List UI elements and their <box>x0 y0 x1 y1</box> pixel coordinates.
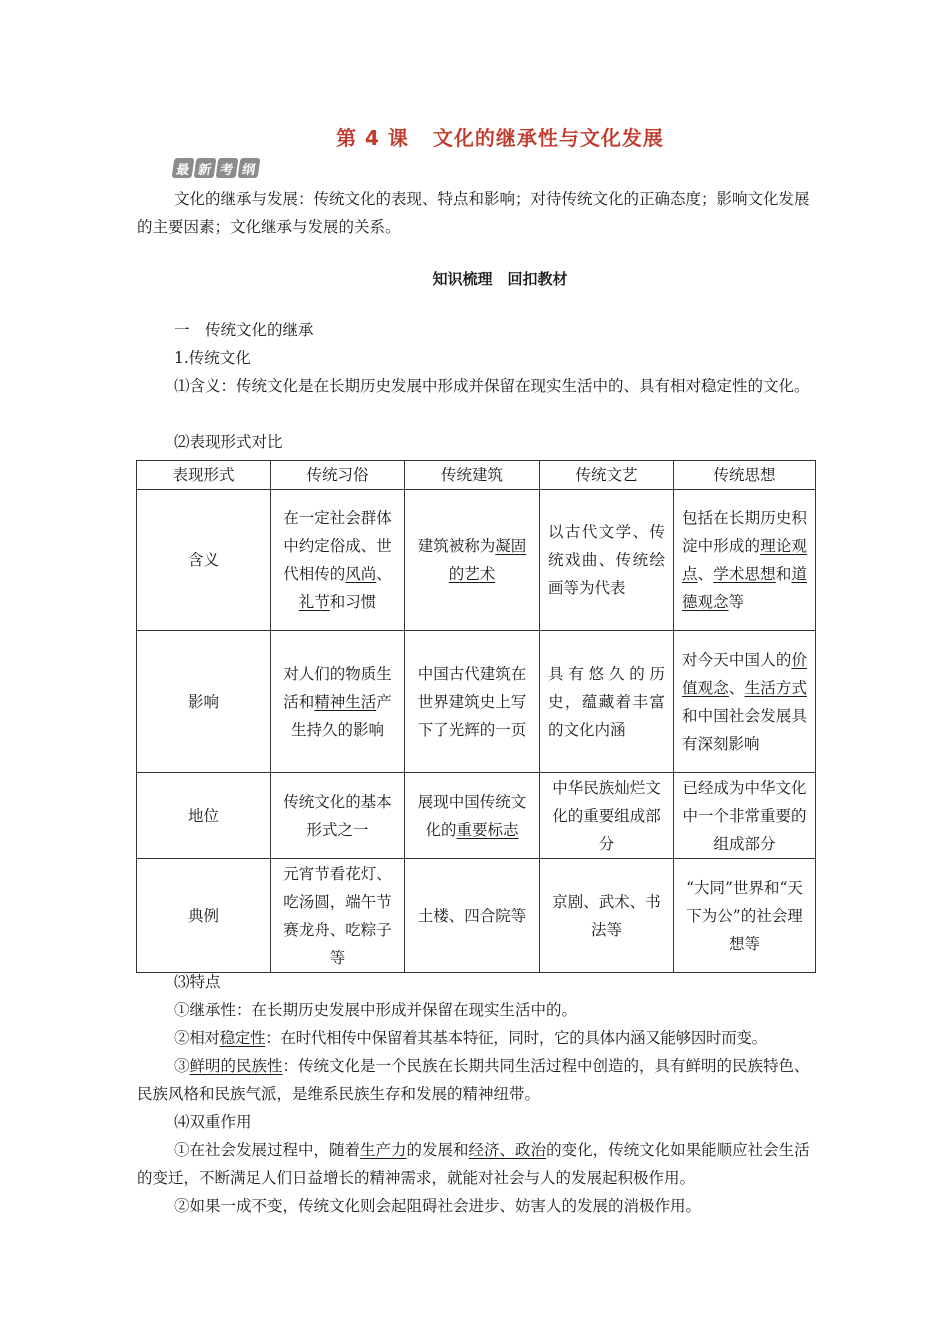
table-cell: 已经成为中华文化中一个非常重要的组成部分 <box>674 773 816 859</box>
dual-role-label: ⑷双重作用 <box>174 1113 252 1131</box>
table-cell: 展现中国传统文化的重要标志 <box>405 773 540 859</box>
table-cell: 包括在长期历史积淀中形成的理论观点、学术思想和道德观念等 <box>674 490 816 631</box>
lesson-number: 第 4 课 <box>336 126 409 150</box>
text-segment: 的发展和 <box>406 1141 469 1159</box>
table-row <box>137 859 816 973</box>
latest-syllabus-badge <box>173 158 261 178</box>
feature-national <box>137 1052 817 1108</box>
comparison-label: ⑵表现形式对比 <box>174 433 283 451</box>
text-segment: ②相对 <box>174 1029 220 1047</box>
badge-char: 新 <box>194 158 217 178</box>
table-cell: 传统文化的基本形式之一 <box>271 773 405 859</box>
table-cell: 土楼、四合院等 <box>405 859 540 973</box>
row-label: 典例 <box>137 859 271 973</box>
badge-char: 最 <box>172 158 195 178</box>
text-segment: ：在时代相传中保留着其基本特征，同时，它的具体内涵又能够因时而变。 <box>265 1029 767 1047</box>
badge-char: 纲 <box>238 158 261 178</box>
table-cell: 具有悠久的历史，蕴藏着丰富的文化内涵 <box>540 631 674 773</box>
table-row <box>137 490 816 631</box>
table-header-row <box>137 461 816 490</box>
table-cell: 京剧、武术、书法等 <box>540 859 674 973</box>
text-segment: ：传统文化是一个民族在长期共同生活过程中创造的，具有鲜明的民族特色、民族风格和民族气派，是维系民族生存和发展的精神纽带。 <box>137 1057 810 1103</box>
feature-stability <box>137 1024 817 1052</box>
table-cell: 以古代文学、传统戏曲、传统绘画等为代表 <box>540 490 674 631</box>
dual-role-positive <box>137 1136 817 1192</box>
table-cell: “大同”世界和“天下为公”的社会理想等 <box>674 859 816 973</box>
comparison-table <box>136 460 816 973</box>
row-label: 影响 <box>137 631 271 773</box>
lesson-title <box>0 122 950 151</box>
table-header: 表现形式 <box>137 461 271 490</box>
table-cell: 中华民族灿烂文化的重要组成部分 <box>540 773 674 859</box>
table-header: 传统建筑 <box>405 461 540 490</box>
row-label: 地位 <box>137 773 271 859</box>
underlined-term: 稳定性 <box>219 1029 266 1047</box>
text-segment: 的变化，传统文化如果能顺应社会生活的变迁，不断满足人们日益增长的精神需求，就能对社会与人的发展起积极作用。 <box>137 1141 810 1187</box>
definition-paragraph <box>137 372 817 400</box>
table-cell: 元宵节看花灯、吃汤圆，端午节赛龙舟、吃粽子等 <box>271 859 405 973</box>
dual-role-negative: ②如果一成不变，传统文化则会起阻碍社会进步、妨害人的发展的消极作用。 <box>174 1197 702 1215</box>
text-segment: ③ <box>174 1057 190 1075</box>
table-row <box>137 773 816 859</box>
feature-inheritance: ①继承性：在长期历史发展中形成并保留在现实生活中的。 <box>174 1001 578 1019</box>
subheading-traditional-culture: 1.传统文化 <box>174 349 251 367</box>
text-segment: ①在社会发展过程中，随着 <box>174 1141 361 1159</box>
underlined-term: 鲜明的民族性 <box>189 1057 283 1075</box>
badge-char: 考 <box>216 158 239 178</box>
section-title: 知识梳理 回扣教材 <box>432 270 568 288</box>
table-header: 传统思想 <box>674 461 816 490</box>
table-cell: 对人们的物质生活和精神生活产生持久的影响 <box>271 631 405 773</box>
definition-text: 传统文化是在长期历史发展中形成并保留在现实生活中的、具有相对稳定性的文化。 <box>236 377 810 395</box>
definition-label: ⑴含义： <box>174 377 237 395</box>
underlined-term: 经济、政治 <box>468 1141 547 1159</box>
row-label: 含义 <box>137 490 271 631</box>
table-cell: 在一定社会群体中约定俗成、世代相传的风尚、礼节和习惯 <box>271 490 405 631</box>
table-header: 传统习俗 <box>271 461 405 490</box>
part-heading: 一 传统文化的继承 <box>174 321 314 339</box>
syllabus-text: 文化的继承与发展：传统文化的表现、特点和影响；对待传统文化的正确态度；影响文化发展的主要因素；文化继承与发展的关系。 <box>137 190 810 236</box>
table-cell: 对今天中国人的价值观念、生活方式和中国社会发展具有深刻影响 <box>674 631 816 773</box>
features-label: ⑶特点 <box>174 973 221 991</box>
table-row <box>137 631 816 773</box>
lesson-name: 文化的继承性与文化发展 <box>432 126 664 150</box>
table-cell: 中国古代建筑在世界建筑史上写下了光辉的一页 <box>405 631 540 773</box>
table-header: 传统文艺 <box>540 461 674 490</box>
table-cell: 建筑被称为凝固的艺术 <box>405 490 540 631</box>
underlined-term: 生产力 <box>360 1141 407 1159</box>
